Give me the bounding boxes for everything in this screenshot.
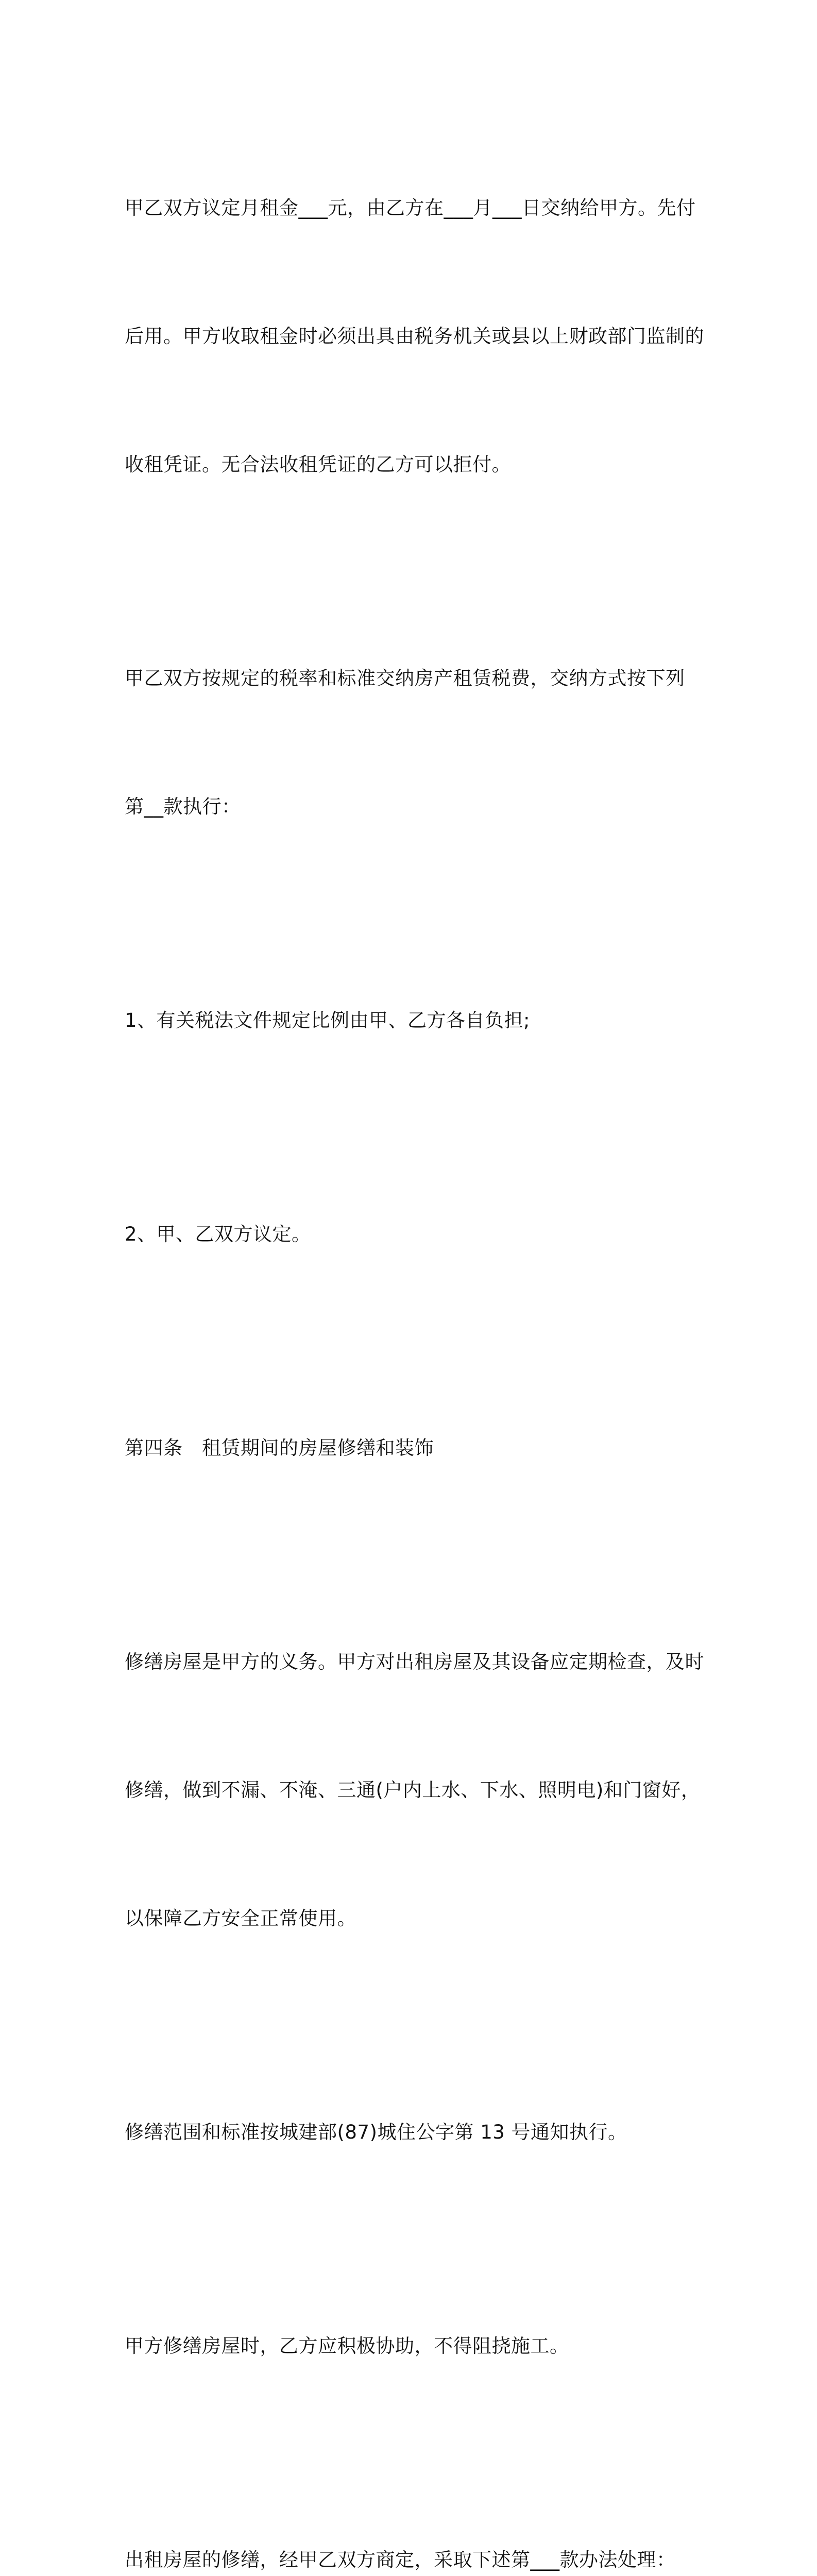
text-line: 2、甲、乙双方议定。 (125, 1223, 311, 1245)
text-line: 修缮范围和标准按城建部(87)城住公字第 13 号通知执行。 (125, 2121, 627, 2143)
paragraph-rent-payment (125, 101, 702, 571)
section-heading-article-4 (125, 1341, 702, 1555)
paragraph-repair-standard (125, 2025, 702, 2239)
text-line: 甲乙双方按规定的税率和标准交纳房产租赁税费，交纳方式按下列 (125, 667, 685, 689)
paragraph-tax-fees (125, 571, 702, 913)
list-item-tax-option-1 (125, 913, 702, 1127)
text-line: 出租房屋的修缮，经甲乙双方商定，采取下述第___款办法处理： (125, 2549, 676, 2571)
text-line: 修缮，做到不漏、不淹、三通(户内上水、下水、照明电)和门窗好， (125, 1779, 701, 1801)
text-line: 甲方修缮房屋时，乙方应积极协助，不得阻挠施工。 (125, 2335, 569, 2357)
heading-text: 第四条 租赁期间的房屋修缮和装饰 (125, 1437, 434, 1459)
text-line: 第__款执行： (125, 795, 241, 818)
text-line: 甲乙双方议定月租金___元，由乙方在___月___日交纳给甲方。先付 (125, 197, 696, 219)
text-line: 以保障乙方安全正常使用。 (125, 1907, 356, 1929)
paragraph-repair-obligation (125, 1555, 702, 2025)
paragraph-repair-cooperation (125, 2239, 702, 2453)
paragraph-repair-method (125, 2453, 702, 2576)
document-body (125, 101, 702, 2576)
text-line: 修缮房屋是甲方的义务。甲方对出租房屋及其设备应定期检查，及时 (125, 1651, 704, 1673)
text-line: 后用。甲方收取租金时必须出具由税务机关或县以上财政部门监制的 (125, 325, 704, 347)
text-line: 收租凭证。无合法收租凭证的乙方可以拒付。 (125, 453, 511, 476)
text-line: 1、有关税法文件规定比例由甲、乙方各自负担; (125, 1009, 531, 1031)
list-item-tax-option-2 (125, 1127, 702, 1341)
